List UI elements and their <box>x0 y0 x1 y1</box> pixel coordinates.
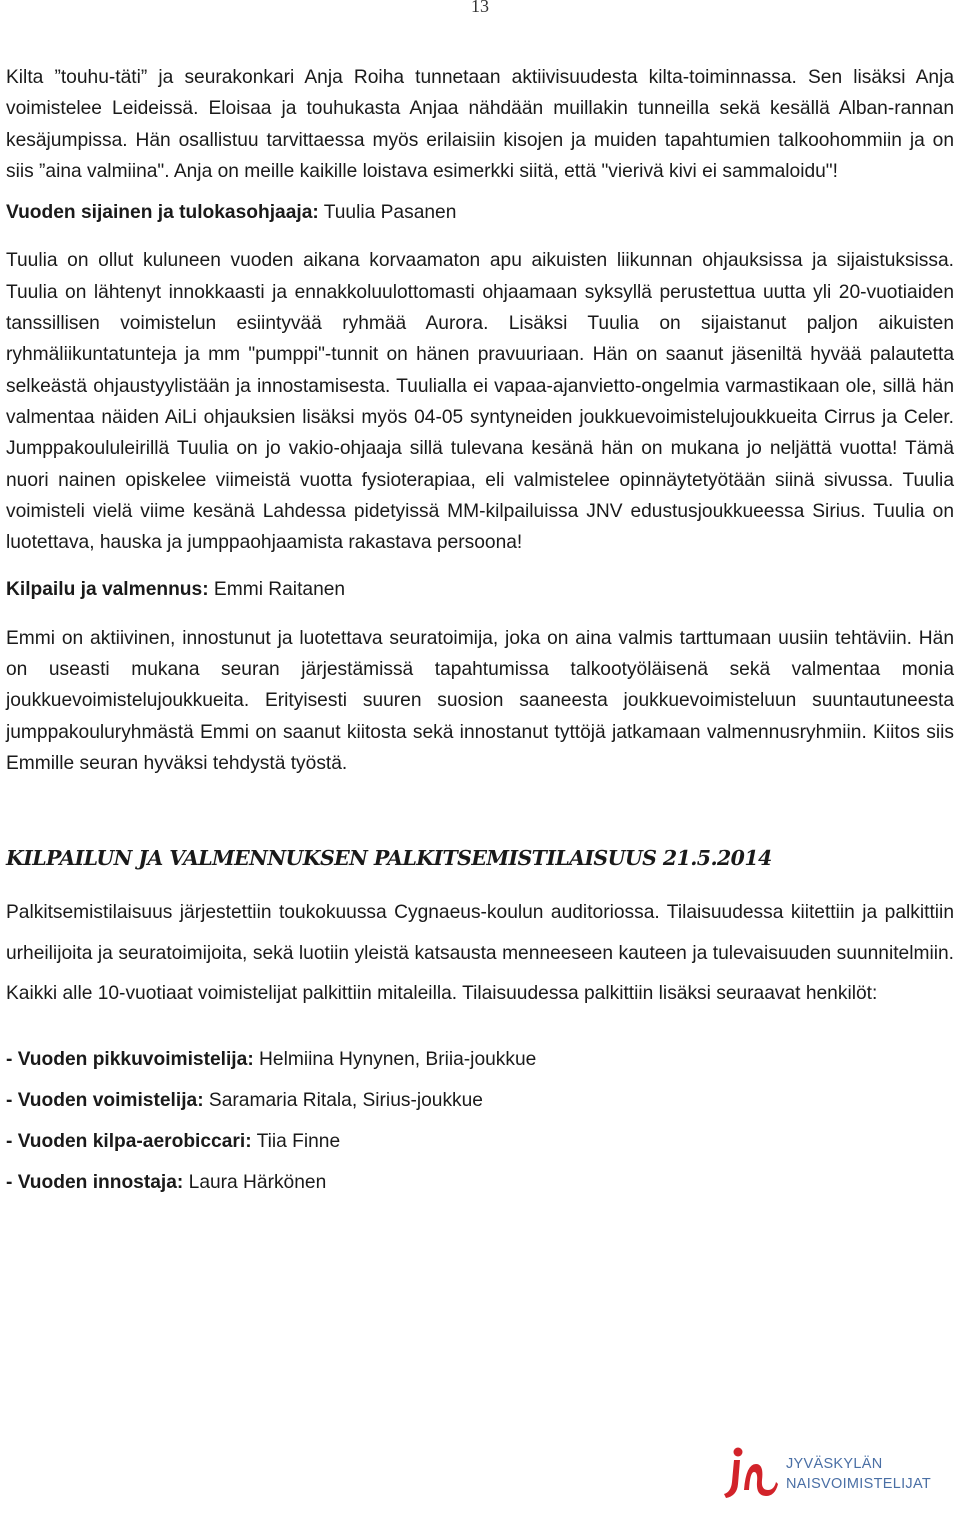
section-title: KILPAILUN JA VALMENNUKSEN PALKITSEMISTILAISUUS 21.5.2014 <box>6 846 772 871</box>
paragraph-palkitsemistilaisuus: Palkitsemistilaisuus järjestettiin toukokuussa Cygnaeus-koulun auditoriossa. Tilaisuudessa kiitettiin ja palkittiin urheilijoita ja seuratoimijoita, sekä luotiin yleistä katsausta menneeseen kauteen ja tulevaisuuden suunnitelmiin. Kaikki alle 10-vuotiaat voimistelijat palkittiin mitaleilla. Tilaisuudessa palkittiin lisäksi seuraavat henkilöt: <box>6 902 954 1005</box>
paragraph-emmi: Emmi on aktiivinen, innostunut ja luotettava seuratoimija, joka on aina valmis tarttumaan uusiin tehtäviin. Hän on useasti mukana seuran järjestämissä tapahtumissa talkootyöläisenä sekä valmentaa monia joukkuevoimistelujoukkueita. Erityisesti suuren suosion saaneesta joukkuevoimisteluun suuntautuneesta jumppakouluryhmästä Emmi on saanut kiitosta sekä innostanut tyttöjä jatkamaan valmennusryhmiin. Kiitos siis Emmille seuran hyväksi tehdystä työstä. <box>6 627 954 774</box>
award-label: - Vuoden voimistelija: <box>6 1089 204 1111</box>
award-label: Kilpailu ja valmennus: <box>6 579 209 601</box>
award-label: - Vuoden kilpa-aerobiccari: <box>6 1131 252 1153</box>
list-item <box>6 1121 954 1162</box>
document-body <box>6 62 954 1204</box>
award-recipient: Tiia Finne <box>251 1131 341 1153</box>
paragraph-anja: Kilta ”touhu-täti” ja seurakonkari Anja Roiha tunnetaan aktiivisuudesta kilta-toiminnassa. Sen lisäksi Anja voimistelee Leideissä. Eloisaa ja touhukasta Anjaa nähdään muillakin tunneilla sekä kesällä Alban-rannan kesäjumpissa. Hän osallistuu tarvittaessa myös erilaisiin kisojen ja muiden tapahtumien talkoohommiin ja on siis ”aina valmiina". Anja on meille kaikille loistava esimerkki siitä, että "vierivä kivi ei sammaloidu"! <box>6 67 954 182</box>
jn-monogram-logo-icon <box>718 1444 780 1506</box>
award-heading-tulokasohjaaja <box>6 197 954 228</box>
paragraph-tuulia: Tuulia on ollut kuluneen vuoden aikana korvaamaton apu aikuisten liikunnan ohjauksissa ja sijaistuksissa. Tuulia on lähtenyt innokkaasti ja ennakkoluulottomasti ohjaamaan syksyllä perustettua uutta yli 20-vuotiaiden tanssillisen voimistelun esiintyvää ryhmää Aurora. Lisäksi Tuulia on sijaistanut paljon aikuisten ryhmäliikuntatunteja ja mm "pumppi"-tunnit on hänen pravuuriaan. Hän on saanut jäseniltä hyvää palautetta selkeästä ohjaustyylistään ja innostamisesta. Tuulialla ei vapaa-ajanvietto-ongelmia varmastikaan ole, sillä hän valmentaa näiden AiLi ohjauksien lisäksi myös 04-05 syntyneiden joukkuevoimistelujoukkueita Cirrus ja Celer. Jumppakoululeirillä Tuulia on jo vakio-ohjaaja sillä tulevana kesänä hän on mukana jo neljättä vuotta! Tämä nuori nainen opiskelee viimeistä vuotta fysioterapiaa, eli valmistelee opinnäytetyötään siinä sivussa. Tuulia voimisteli vielä viime kesänä Lahdessa pidetyissä MM-kilpailuissa JNV edustusjoukkueessa Sirius. Tuulia on luotettava, hauska ja jumppaohjaamista rakastava persoona! <box>6 250 954 554</box>
logo-line-2: NAISVOIMISTELIJAT <box>786 1476 932 1492</box>
award-label: - Vuoden pikkuvoimistelija: <box>6 1048 254 1070</box>
award-heading-kilpailu <box>6 574 954 605</box>
list-item <box>6 1039 954 1080</box>
award-recipient: Helmiina Hynynen, Briia-joukkue <box>253 1048 537 1070</box>
logo-wordmark <box>786 1454 931 1494</box>
award-recipient: Saramaria Ritala, Sirius-joukkue <box>203 1089 483 1111</box>
award-recipient: Laura Härkönen <box>183 1172 327 1194</box>
award-recipient: Tuulia Pasanen <box>318 202 457 224</box>
logo-line-1: JYVÄSKYLÄN <box>786 1456 883 1472</box>
award-label: Vuoden sijainen ja tulokasohjaaja: <box>6 202 319 224</box>
club-logo <box>718 1444 954 1508</box>
list-item <box>6 1162 954 1203</box>
awards-list <box>6 1039 954 1204</box>
award-recipient: Emmi Raitanen <box>208 579 346 601</box>
list-item <box>6 1080 954 1121</box>
award-label: - Vuoden innostaja: <box>6 1172 184 1194</box>
page-number: 13 <box>471 0 489 16</box>
